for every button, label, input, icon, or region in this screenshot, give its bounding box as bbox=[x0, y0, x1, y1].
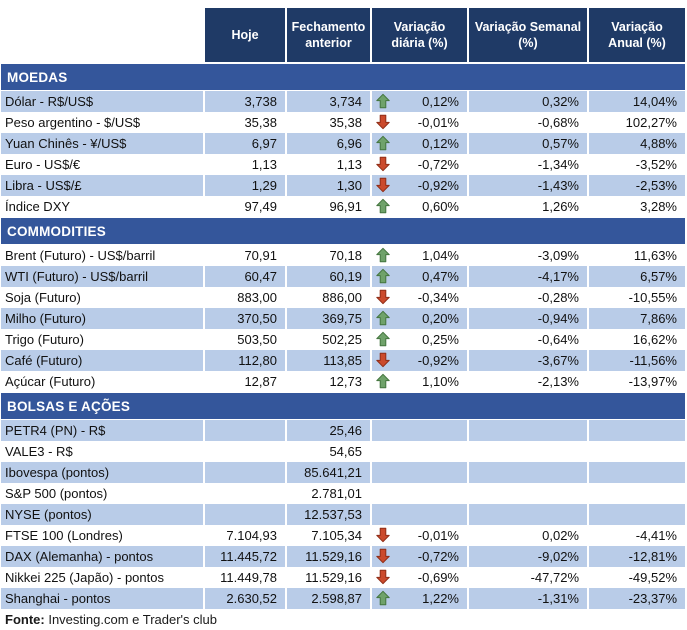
table-row bbox=[1, 133, 685, 154]
up-arrow-icon bbox=[375, 268, 391, 284]
variacao-semanal-value: -4,17% bbox=[467, 266, 587, 287]
hoje-value bbox=[203, 441, 285, 462]
fechamento-anterior-value: 12,73 bbox=[285, 371, 370, 392]
variacao-diaria-cell bbox=[370, 154, 467, 175]
variacao-semanal-value: -0,94% bbox=[467, 308, 587, 329]
hoje-value: 60,47 bbox=[203, 266, 285, 287]
up-arrow-icon bbox=[375, 135, 391, 151]
variacao-diaria-value: 0,12% bbox=[422, 136, 459, 151]
up-arrow-icon bbox=[375, 373, 391, 389]
column-header-variacao-diaria: Variação diária (%) bbox=[370, 8, 467, 62]
variacao-semanal-value: -0,64% bbox=[467, 329, 587, 350]
row-label: DAX (Alemanha) - pontos bbox=[5, 549, 154, 564]
variacao-semanal-value: 0,32% bbox=[467, 91, 587, 112]
source-text: Investing.com e Trader's club bbox=[44, 612, 218, 627]
source-note bbox=[1, 612, 687, 628]
table-row bbox=[1, 525, 685, 546]
table-row bbox=[1, 175, 685, 196]
variacao-diaria-cell bbox=[370, 266, 467, 287]
column-header-fechamento: Fechamento anterior bbox=[285, 8, 370, 62]
row-label: Dólar - R$/US$ bbox=[5, 94, 94, 109]
row-label: Yuan Chinês - ¥/US$ bbox=[5, 136, 127, 151]
fechamento-anterior-value: 60,19 bbox=[285, 266, 370, 287]
variacao-diaria-value: 1,10% bbox=[422, 374, 459, 389]
variacao-diaria-cell bbox=[370, 350, 467, 371]
variacao-diaria-value: 1,22% bbox=[422, 591, 459, 606]
variacao-semanal-value: -3,09% bbox=[467, 245, 587, 266]
hoje-value: 35,38 bbox=[203, 112, 285, 133]
table-row bbox=[1, 245, 685, 266]
hoje-value bbox=[203, 483, 285, 504]
fechamento-anterior-value: 886,00 bbox=[285, 287, 370, 308]
variacao-diaria-value: 0,12% bbox=[422, 94, 459, 109]
section-title-commodities: COMMODITIES bbox=[7, 223, 106, 239]
fechamento-anterior-value: 1,13 bbox=[285, 154, 370, 175]
down-arrow-icon bbox=[375, 352, 391, 368]
fechamento-anterior-value: 2.781,01 bbox=[285, 483, 370, 504]
fechamento-anterior-value: 113,85 bbox=[285, 350, 370, 371]
table-header bbox=[1, 8, 685, 62]
down-arrow-icon bbox=[375, 527, 391, 543]
down-arrow-icon bbox=[375, 156, 391, 172]
up-arrow-icon bbox=[375, 590, 391, 606]
variacao-anual-value: 102,27% bbox=[587, 112, 685, 133]
section-header-bolsas-e-acoes bbox=[1, 393, 685, 419]
variacao-diaria-cell bbox=[370, 567, 467, 588]
row-label: Café (Futuro) bbox=[5, 353, 83, 368]
fechamento-anterior-value: 25,46 bbox=[285, 420, 370, 441]
variacao-diaria-value: -0,72% bbox=[417, 549, 459, 564]
variacao-diaria-value: -0,01% bbox=[417, 528, 459, 543]
variacao-diaria-value: 0,47% bbox=[422, 269, 459, 284]
row-label: Euro - US$/€ bbox=[5, 157, 81, 172]
section-title-bolsas-e-acoes: BOLSAS E AÇÕES bbox=[7, 398, 131, 414]
variacao-anual-value: -10,55% bbox=[587, 287, 685, 308]
down-arrow-icon bbox=[375, 548, 391, 564]
section-title-moedas: MOEDAS bbox=[7, 69, 68, 85]
variacao-anual-value: 16,62% bbox=[587, 329, 685, 350]
table-row bbox=[1, 567, 685, 588]
table-row bbox=[1, 504, 685, 525]
variacao-semanal-value: -1,43% bbox=[467, 175, 587, 196]
row-label: Açúcar (Futuro) bbox=[5, 374, 96, 389]
variacao-diaria-value: -0,69% bbox=[417, 570, 459, 585]
variacao-anual-value: -3,52% bbox=[587, 154, 685, 175]
variacao-anual-value bbox=[587, 420, 685, 441]
table-row bbox=[1, 462, 685, 483]
row-label: VALE3 - R$ bbox=[5, 444, 73, 459]
variacao-diaria-value: -0,34% bbox=[417, 290, 459, 305]
row-label: WTI (Futuro) - US$/barril bbox=[5, 269, 149, 284]
hoje-value: 6,97 bbox=[203, 133, 285, 154]
hoje-value bbox=[203, 504, 285, 525]
variacao-semanal-value: 0,02% bbox=[467, 525, 587, 546]
hoje-value: 3,738 bbox=[203, 91, 285, 112]
hoje-value bbox=[203, 420, 285, 441]
fechamento-anterior-value: 502,25 bbox=[285, 329, 370, 350]
variacao-diaria-value: 0,60% bbox=[422, 199, 459, 214]
row-label: Soja (Futuro) bbox=[5, 290, 81, 305]
variacao-semanal-value bbox=[467, 504, 587, 525]
variacao-diaria-cell bbox=[370, 462, 467, 483]
variacao-diaria-cell bbox=[370, 525, 467, 546]
section-header-commodities bbox=[1, 218, 685, 244]
fechamento-anterior-value: 35,38 bbox=[285, 112, 370, 133]
table-row bbox=[1, 588, 685, 609]
variacao-semanal-value bbox=[467, 441, 587, 462]
variacao-semanal-value bbox=[467, 462, 587, 483]
hoje-value: 7.104,93 bbox=[203, 525, 285, 546]
variacao-diaria-value: -0,92% bbox=[417, 178, 459, 193]
table-body bbox=[1, 64, 687, 609]
row-label: S&P 500 (pontos) bbox=[5, 486, 108, 501]
table-row bbox=[1, 483, 685, 504]
fechamento-anterior-value: 96,91 bbox=[285, 196, 370, 217]
table-row bbox=[1, 441, 685, 462]
variacao-anual-value: 3,28% bbox=[587, 196, 685, 217]
variacao-anual-value: 6,57% bbox=[587, 266, 685, 287]
fechamento-anterior-value: 3,734 bbox=[285, 91, 370, 112]
variacao-diaria-cell bbox=[370, 588, 467, 609]
hoje-value bbox=[203, 462, 285, 483]
fechamento-anterior-value: 11.529,16 bbox=[285, 546, 370, 567]
up-arrow-icon bbox=[375, 331, 391, 347]
variacao-anual-value: -4,41% bbox=[587, 525, 685, 546]
fechamento-anterior-value: 85.641,21 bbox=[285, 462, 370, 483]
variacao-semanal-value: -1,34% bbox=[467, 154, 587, 175]
variacao-anual-value: 14,04% bbox=[587, 91, 685, 112]
variacao-diaria-cell bbox=[370, 483, 467, 504]
variacao-anual-value bbox=[587, 504, 685, 525]
variacao-anual-value: -2,53% bbox=[587, 175, 685, 196]
variacao-diaria-cell bbox=[370, 308, 467, 329]
table-row bbox=[1, 287, 685, 308]
variacao-diaria-value: 0,25% bbox=[422, 332, 459, 347]
table-row bbox=[1, 91, 685, 112]
row-label: FTSE 100 (Londres) bbox=[5, 528, 123, 543]
variacao-anual-value bbox=[587, 441, 685, 462]
hoje-value: 1,29 bbox=[203, 175, 285, 196]
variacao-semanal-value: -1,31% bbox=[467, 588, 587, 609]
hoje-value: 2.630,52 bbox=[203, 588, 285, 609]
variacao-semanal-value: -47,72% bbox=[467, 567, 587, 588]
table-row bbox=[1, 420, 685, 441]
table-row bbox=[1, 266, 685, 287]
fechamento-anterior-value: 2.598,87 bbox=[285, 588, 370, 609]
up-arrow-icon bbox=[375, 247, 391, 263]
variacao-semanal-value: -0,68% bbox=[467, 112, 587, 133]
hoje-value: 11.449,78 bbox=[203, 567, 285, 588]
table-row bbox=[1, 350, 685, 371]
variacao-diaria-cell bbox=[370, 329, 467, 350]
variacao-diaria-cell bbox=[370, 441, 467, 462]
variacao-semanal-value: -2,13% bbox=[467, 371, 587, 392]
fechamento-anterior-value: 6,96 bbox=[285, 133, 370, 154]
hoje-value: 883,00 bbox=[203, 287, 285, 308]
fechamento-anterior-value: 369,75 bbox=[285, 308, 370, 329]
variacao-semanal-value: -0,28% bbox=[467, 287, 587, 308]
variacao-anual-value bbox=[587, 462, 685, 483]
variacao-diaria-cell bbox=[370, 287, 467, 308]
row-label: Trigo (Futuro) bbox=[5, 332, 84, 347]
variacao-diaria-value: -0,01% bbox=[417, 115, 459, 130]
column-header-hoje: Hoje bbox=[203, 8, 285, 62]
variacao-semanal-value: 0,57% bbox=[467, 133, 587, 154]
variacao-semanal-value: 1,26% bbox=[467, 196, 587, 217]
hoje-value: 503,50 bbox=[203, 329, 285, 350]
row-label: Nikkei 225 (Japão) - pontos bbox=[5, 570, 164, 585]
table-row bbox=[1, 371, 685, 392]
down-arrow-icon bbox=[375, 289, 391, 305]
variacao-anual-value: -11,56% bbox=[587, 350, 685, 371]
table-row bbox=[1, 154, 685, 175]
table-row bbox=[1, 546, 685, 567]
variacao-diaria-cell bbox=[370, 196, 467, 217]
variacao-semanal-value bbox=[467, 420, 587, 441]
variacao-anual-value bbox=[587, 483, 685, 504]
variacao-semanal-value: -9,02% bbox=[467, 546, 587, 567]
variacao-diaria-cell bbox=[370, 371, 467, 392]
fechamento-anterior-value: 7.105,34 bbox=[285, 525, 370, 546]
variacao-anual-value: 11,63% bbox=[587, 245, 685, 266]
table-row bbox=[1, 112, 685, 133]
row-label: Brent (Futuro) - US$/barril bbox=[5, 248, 156, 263]
source-label: Fonte: bbox=[5, 612, 45, 627]
hoje-value: 112,80 bbox=[203, 350, 285, 371]
table-row bbox=[1, 308, 685, 329]
row-label: Índice DXY bbox=[5, 199, 71, 214]
variacao-semanal-value bbox=[467, 483, 587, 504]
variacao-anual-value: -49,52% bbox=[587, 567, 685, 588]
variacao-diaria-value: -0,72% bbox=[417, 157, 459, 172]
variacao-diaria-value: -0,92% bbox=[417, 353, 459, 368]
column-header-variacao-semanal: Variação Semanal (%) bbox=[467, 8, 587, 62]
row-label: Peso argentino - $/US$ bbox=[5, 115, 141, 130]
fechamento-anterior-value: 12.537,53 bbox=[285, 504, 370, 525]
variacao-diaria-cell bbox=[370, 504, 467, 525]
variacao-diaria-cell bbox=[370, 420, 467, 441]
variacao-diaria-cell bbox=[370, 112, 467, 133]
fechamento-anterior-value: 54,65 bbox=[285, 441, 370, 462]
hoje-value: 370,50 bbox=[203, 308, 285, 329]
up-arrow-icon bbox=[375, 198, 391, 214]
row-label: Milho (Futuro) bbox=[5, 311, 86, 326]
variacao-diaria-cell bbox=[370, 133, 467, 154]
header-spacer bbox=[1, 8, 203, 62]
up-arrow-icon bbox=[375, 93, 391, 109]
hoje-value: 1,13 bbox=[203, 154, 285, 175]
variacao-anual-value: 4,88% bbox=[587, 133, 685, 154]
fechamento-anterior-value: 70,18 bbox=[285, 245, 370, 266]
variacao-diaria-cell bbox=[370, 245, 467, 266]
row-label: Shanghai - pontos bbox=[5, 591, 111, 606]
hoje-value: 97,49 bbox=[203, 196, 285, 217]
variacao-anual-value: -23,37% bbox=[587, 588, 685, 609]
down-arrow-icon bbox=[375, 569, 391, 585]
variacao-diaria-value: 0,20% bbox=[422, 311, 459, 326]
up-arrow-icon bbox=[375, 310, 391, 326]
variacao-diaria-cell bbox=[370, 91, 467, 112]
row-label: Libra - US$/£ bbox=[5, 178, 82, 193]
down-arrow-icon bbox=[375, 114, 391, 130]
hoje-value: 70,91 bbox=[203, 245, 285, 266]
hoje-value: 12,87 bbox=[203, 371, 285, 392]
row-label: Ibovespa (pontos) bbox=[5, 465, 110, 480]
table-row bbox=[1, 329, 685, 350]
variacao-anual-value: -13,97% bbox=[587, 371, 685, 392]
fechamento-anterior-value: 11.529,16 bbox=[285, 567, 370, 588]
fechamento-anterior-value: 1,30 bbox=[285, 175, 370, 196]
variacao-diaria-cell bbox=[370, 175, 467, 196]
variacao-anual-value: -12,81% bbox=[587, 546, 685, 567]
down-arrow-icon bbox=[375, 177, 391, 193]
row-label: NYSE (pontos) bbox=[5, 507, 92, 522]
variacao-diaria-cell bbox=[370, 546, 467, 567]
variacao-semanal-value: -3,67% bbox=[467, 350, 587, 371]
column-header-variacao-anual: Variação Anual (%) bbox=[587, 8, 685, 62]
section-header-moedas bbox=[1, 64, 685, 90]
row-label: PETR4 (PN) - R$ bbox=[5, 423, 106, 438]
hoje-value: 11.445,72 bbox=[203, 546, 285, 567]
variacao-anual-value: 7,86% bbox=[587, 308, 685, 329]
variacao-diaria-value: 1,04% bbox=[422, 248, 459, 263]
table-row bbox=[1, 196, 685, 217]
